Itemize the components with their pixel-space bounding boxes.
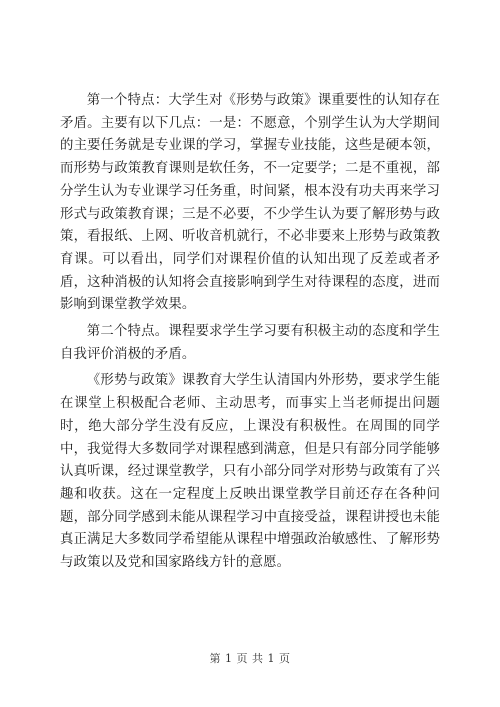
paragraph-1: 第一个特点：大学生对《形势与政策》课重要性的认知存在矛盾。主要有以下几点：一是：不愿意，个别学生认为大学期间的主要任务就是专业课的学习，掌握专业技能，这些是硬本领，而形势与政策教育课则是软任务，不一定要学；二是不重视，部分学生认为专业课学习任务重，时间紧，根本没有功夫再来学习形式与政策教育课；三是不必要，不少学生认为要了解形势与政策，看报纸、上网、听收音机就行，不必非要来上形势与政策教育课。可以看出，同学们对课程价值的认知出现了反差或者矛盾，这种消极的认知将会直接影响到学生对待课程的态度，进而影响到课堂教学效果。	[60, 93, 440, 313]
paragraph-2: 第二个特点。课程要求学生学习要有积极主动的态度和学生自我评价消极的矛盾。	[60, 324, 440, 362]
document-body	[60, 90, 440, 579]
paragraph-3: 《形势与政策》课教育大学生认清国内外形势，要求学生能在课堂上积极配合老师、主动思考，而事实上当老师提出问题时，绝大部分学生没有反应，上课没有积极性。在周围的同学中，我觉得大多数同学对课程感到满意，但是只有部分同学能够认真听课，经过课堂教学，只有小部分同学对形势与政策有了兴趣和收获。这在一定程度上反映出课堂教学目前还存在各种问题，部分同学感到未能从课程学习中直接受益，课程讲授也未能真正满足大多数同学希望能从课程中增强政治敏感性、了解形势与政策以及党和国家路线方针的意愿。	[60, 373, 440, 571]
page-footer: 第 1 页 共 1 页	[209, 652, 291, 665]
